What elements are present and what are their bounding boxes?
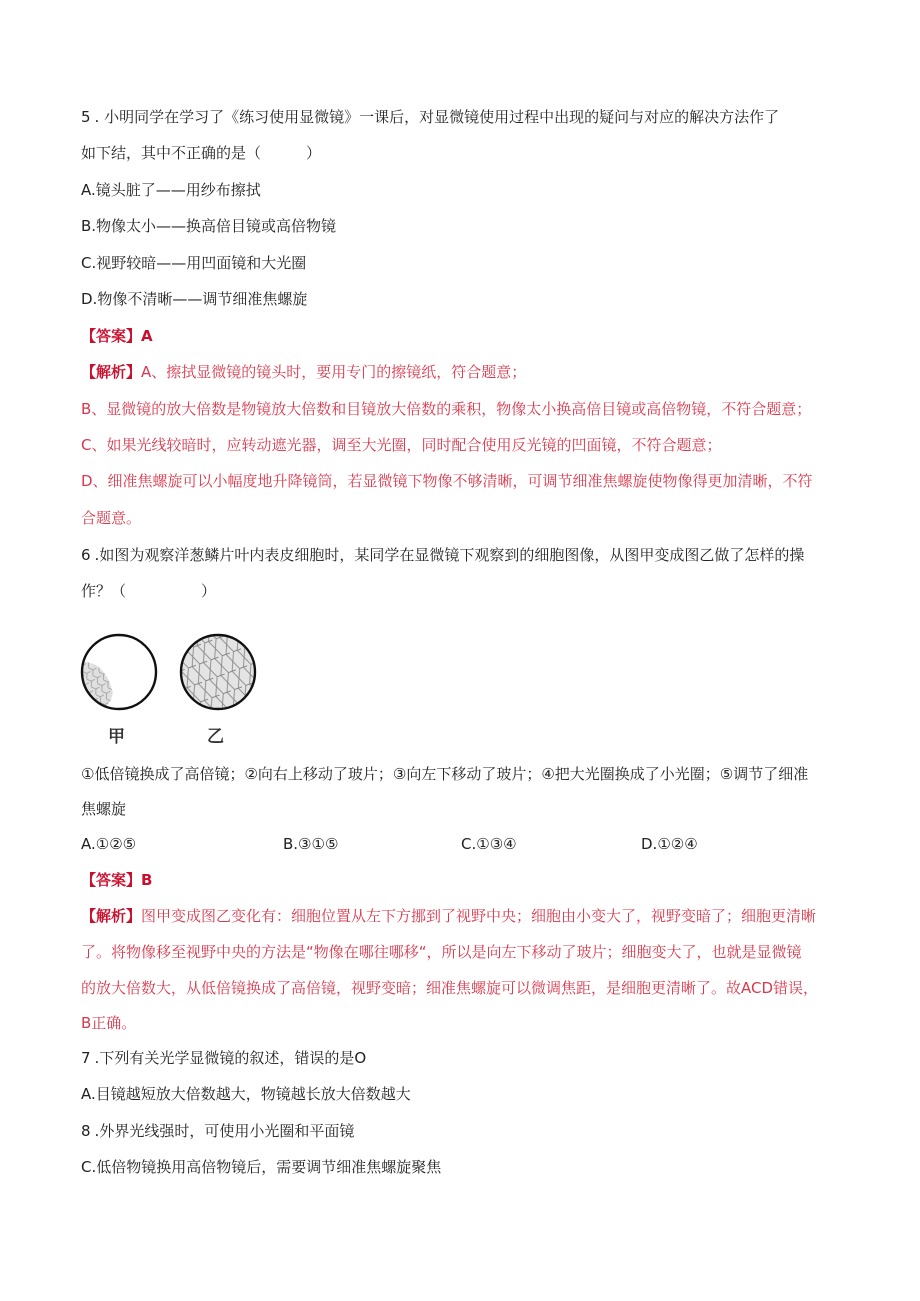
microscope-figure bbox=[78, 622, 268, 752]
q6-stem-line2: 作？（ ） bbox=[81, 582, 217, 600]
field-yi bbox=[178, 632, 258, 712]
analysis-text: A、擦拭显微镜的镜头时，要用专门的擦镜纸，符合题意； bbox=[141, 363, 527, 381]
q5-option-c: C.视野较暗——用凹面镜和大光圈 bbox=[81, 254, 307, 272]
q8-number: 8 bbox=[81, 1122, 91, 1140]
analysis-tag: 【解析】 bbox=[81, 363, 142, 381]
answer-tag: 【答案】 bbox=[81, 871, 142, 889]
q6-analysis-line2: 了。将物像移至视野中央的方法是“物像在哪往哪移“，所以是向左下移动了玻片；细胞变大了，也就是显微镜 bbox=[81, 943, 802, 961]
q7-stem-text: .下列有关光学显微镜的叙述，错误的是O bbox=[94, 1049, 367, 1067]
figure-label-yi: 乙 bbox=[207, 727, 224, 747]
q6-option-d: D.①②④ bbox=[641, 835, 698, 853]
q5-analysis-line2: B、显微镜的放大倍数是物镜放大倍数和目镜放大倍数的乘积，物像太小换高倍目镜或高倍物镜，不符合题意； bbox=[81, 400, 812, 418]
figure-label-jia: 甲 bbox=[108, 727, 125, 747]
answer-value: B bbox=[141, 871, 153, 889]
q5-stem-line1 bbox=[81, 107, 779, 127]
q7-stem bbox=[81, 1048, 366, 1068]
q6-option-b: B.③①⑤ bbox=[283, 835, 339, 853]
q5-option-b: B.物像太小——换高倍目镜或高倍物镜 bbox=[81, 217, 337, 235]
q6-number: 6 bbox=[81, 546, 91, 564]
q6-analysis-line3: 的放大倍数大，从低倍镜换成了高倍镜，视野变暗；细准焦螺旋可以微调焦距，是细胞更清晰了。故ACD错误， bbox=[81, 979, 819, 997]
q5-analysis-line5: 合题意。 bbox=[81, 509, 142, 527]
q6-analysis-line1 bbox=[81, 906, 816, 926]
q6-option-c: C.①③④ bbox=[461, 835, 517, 853]
q7-option-a: A.目镜越短放大倍数越大，物镜越长放大倍数越大 bbox=[81, 1085, 411, 1103]
tail-option-c: C.低倍物镜换用高倍物镜后，需要调节细准焦螺旋聚焦 bbox=[81, 1158, 442, 1176]
q5-analysis-line4: D、细准焦螺旋可以小幅度地升降镜筒，若显微镜下物像不够清晰，可调节细准焦螺旋使物像得更加清晰，不符 bbox=[81, 472, 813, 490]
q6-answer bbox=[81, 870, 152, 890]
analysis-text: 图甲变成图乙变化有：细胞位置从左下方挪到了视野中央；细胞由小变大了，视野变暗了；细胞更清晰 bbox=[141, 907, 817, 925]
q5-stem-line2: 如下结，其中不正确的是（ ） bbox=[81, 144, 322, 162]
q5-answer bbox=[81, 326, 153, 346]
q5-analysis-line3: C、如果光线较暗时，应转动遮光器，调至大光圈，同时配合使用反光镜的凹面镜，不符合题意； bbox=[81, 436, 722, 454]
field-jia bbox=[78, 635, 156, 714]
q5-option-a: A.镜头脏了——用纱布擦拭 bbox=[81, 181, 261, 199]
q6-items-line2: 焦螺旋 bbox=[81, 800, 127, 818]
q5-option-d: D.物像不清晰——调节细准焦螺旋 bbox=[81, 290, 308, 308]
q6-stem-line1 bbox=[81, 545, 804, 565]
q7-number: 7 bbox=[81, 1049, 91, 1067]
q8-stem-text: .外界光线强时，可使用小光圈和平面镜 bbox=[94, 1122, 355, 1140]
q6-option-a: A.①②⑤ bbox=[81, 835, 137, 853]
q5-number: 5 bbox=[81, 108, 91, 126]
q5-analysis-line1 bbox=[81, 362, 526, 382]
q6-items-line1: ①低倍镜换成了高倍镜；②向右上移动了玻片；③向左下移动了玻片；④把大光圈换成了小光圈；⑤调节了细准 bbox=[81, 765, 809, 783]
q6-analysis-line4: B正确。 bbox=[81, 1014, 137, 1032]
microscope-fields-svg bbox=[78, 622, 268, 718]
q8-stem bbox=[81, 1121, 354, 1141]
q6-stem-text: .如图为观察洋葱鳞片叶内表皮细胞时，某同学在显微镜下观察到的细胞图像，从图甲变成图乙做了怎样的操 bbox=[94, 546, 805, 564]
answer-tag: 【答案】 bbox=[81, 327, 142, 345]
analysis-tag: 【解析】 bbox=[81, 907, 142, 925]
q5-stem-text: . 小明同学在学习了《练习使用显微镜》一课后，对显微镜使用过程中出现的疑问与对应的解决方法作了 bbox=[94, 108, 780, 126]
answer-value: A bbox=[141, 327, 153, 345]
